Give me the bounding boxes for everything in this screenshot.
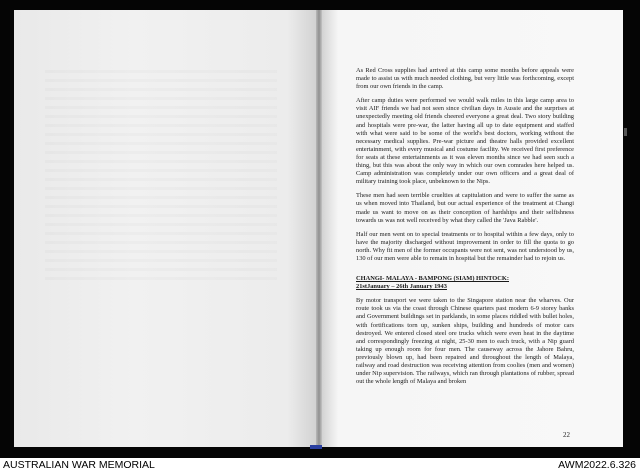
paragraph: By motor transport we were taken to the Singapore station near the wharves. Our route took us via the coast through Chinese quarters past modern 6-9 storey banks and Government buildings set in parklands, in some places riddled with bullet holes, with fortifications torn up, sunken ships, building and hundreds of motor cars destroyed. We entered closed steel ore trucks which were even heat in the daytime and correspondingly freezing at night, 25-30 men to each truck, with a Nip guard taking up enough room for four men. The causeway across the Jahore Bahru, previously blown up, had been repaired and throughout the length of Malaya, railway and road destruction was receiving attention from coolies (men and women) under Nip supervision. The railways, which ran through plantations of rubber, spread out the whole length of Malaya and broken bbox=[356, 297, 574, 386]
footer-accession: AWM2022.6.326 bbox=[558, 459, 636, 471]
page-edge-mark bbox=[624, 128, 627, 136]
section-heading-dates: 21stJanuary – 26th January 1943 bbox=[356, 283, 447, 291]
paragraph: As Red Cross supplies had arrived at this camp some months before appeals were made to assist us with much needed clothing, but very little was forthcoming, except from our own friends in the camp. bbox=[356, 67, 574, 91]
book-gutter bbox=[316, 10, 322, 447]
section-heading bbox=[356, 275, 574, 291]
show-through-text bbox=[45, 70, 277, 280]
paragraph: These men had seen terrible cruelties at capitulation and were to suffer the same as us when moved into Thailand, but our actual experience of the treatment at Changi made us want to move on as their conception of hardships and their selfishness towards us was not well received by what they called the 'Java Rabble'. bbox=[356, 192, 574, 224]
section-heading-title: CHANGI- MALAYA - BAMPONG (SIAM) HINTOCK: bbox=[356, 275, 509, 283]
footer-institution: AUSTRALIAN WAR MEMORIAL bbox=[3, 459, 155, 471]
page-number: 22 bbox=[563, 431, 570, 439]
cover-edge bbox=[310, 445, 322, 449]
right-page-text bbox=[356, 67, 574, 392]
paragraph: After camp duties were performed we would walk miles in this large camp area to visit AIF friends we had not seen since civilian days in Aussie and the surprises at unexpectedly meeting old friends cheered everyone a great deal. Two story building and hospitals were pre-war, the latter having all up to date equipment and staffed with what were said to be some of the world's best doctors, working without the necessary medical supplies. Pre-war picture and theatre halls provided excellent entertainment, with every musical and costume facility. We received first preference for seats at these entertainments as it was eleven months since we had seen such a thing, but this was about the only way in which our own comrades here helped us. Camp administration was completely under our own officers and a great deal of military training took place, unbeknown to the Nips. bbox=[356, 97, 574, 186]
paragraph: Half our men went on to special treatments or to hospital within a few days, only to have the majority discharged without improvement in order to fill the quota to go north. Why fit men of the former occupants were not sent, was not understood by us, 130 of our men were able to remain in hospital but the remainder had to rejoin us. bbox=[356, 230, 574, 262]
